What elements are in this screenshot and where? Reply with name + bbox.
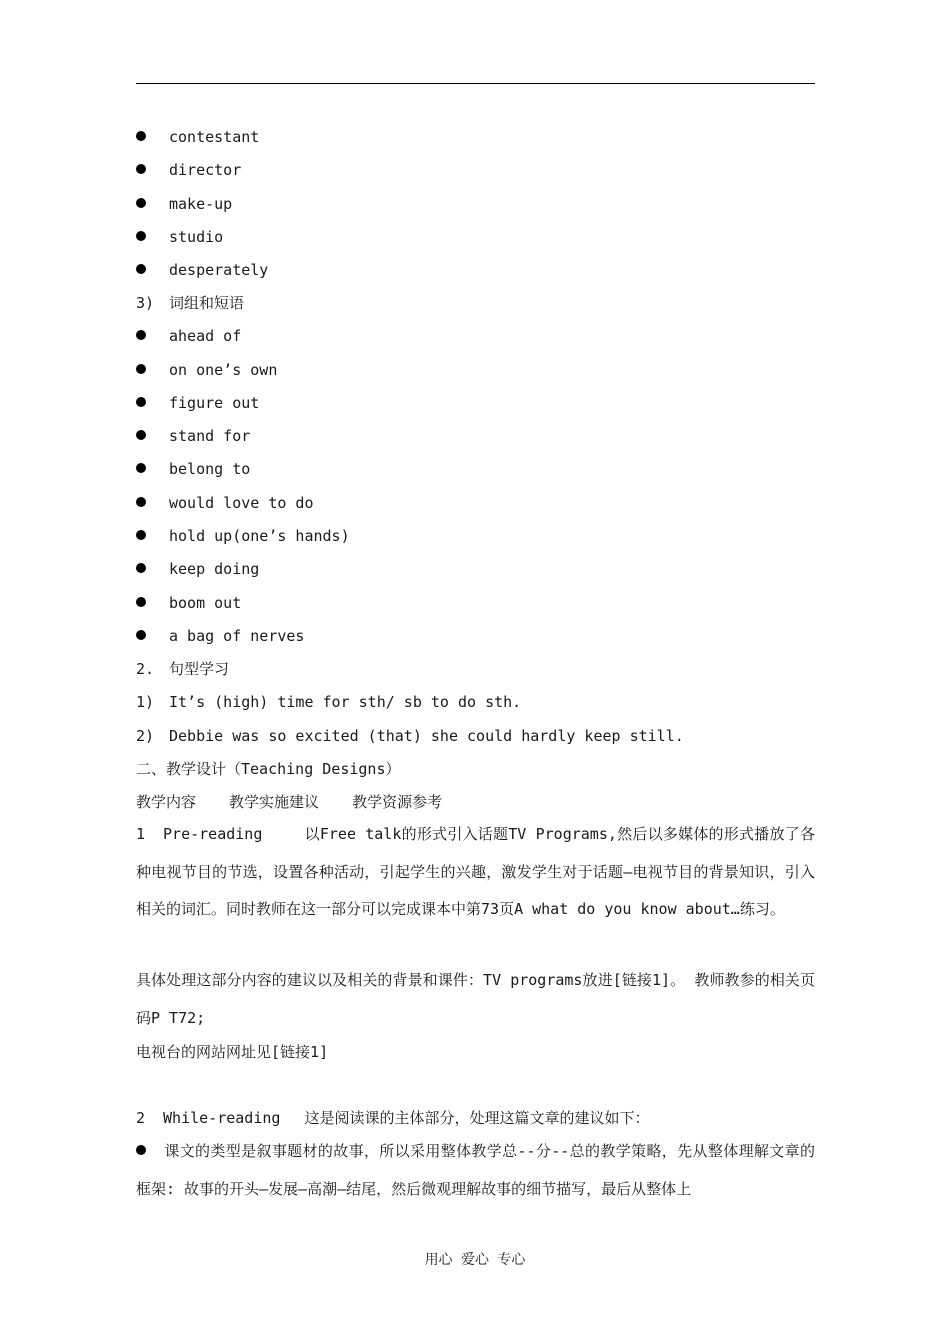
table-header: 教学资源参考 — [352, 793, 443, 811]
while-bullet-text: 课文的类型是叙事题材的故事，所以采用整体教学总--分--总的教学策略，先从整体理解文章的框架: 故事的开头—发展—高潮—结尾，然后微观理解故事的细节描写，最后从整体上 — [136, 1142, 815, 1198]
while-reading-number: 2 — [136, 1109, 146, 1127]
while-reading-label: While-reading — [163, 1109, 281, 1127]
bullet-icon — [136, 530, 146, 540]
bullet-icon — [136, 630, 146, 640]
table-header: 教学实施建议 — [229, 793, 320, 811]
bullet-icon — [136, 563, 146, 573]
bullet-icon — [136, 264, 146, 274]
pre-reading-label: Pre-reading — [163, 825, 263, 843]
while-reading-bullet-paragraph — [136, 1133, 815, 1208]
teaching-design-title: 二、教学设计（Teaching Designs） — [136, 760, 401, 778]
resources-paragraph: 具体处理这部分内容的建议以及相关的背景和课件：TV programs放进[链接1]。 教师教参的相关页码P T72; — [136, 971, 815, 1027]
page-footer: 用心 爱心 专心 — [424, 1252, 526, 1268]
bullet-icon — [136, 1145, 146, 1155]
tv-site-line: 电视台的网站网址见[链接1] — [136, 1043, 329, 1061]
bullet-icon — [136, 397, 146, 407]
table-header: 教学内容 — [136, 793, 197, 811]
pre-reading-text: 以Free talk的形式引入话题TV Programs,然后以多媒体的形式播放了各种电视节目的节选，设置各种活动，引起学生的兴趣，激发学生对于话题—电视节目的背景知识，引入相关的词汇。同时教师在这一部分可以完成课本中第73页A what do you know about…练习。 — [136, 825, 815, 918]
bullet-icon — [136, 330, 146, 340]
bullet-icon — [136, 364, 146, 374]
bullet-icon — [136, 198, 146, 208]
bullet-icon — [136, 231, 146, 241]
header-rule — [136, 83, 815, 84]
bullet-icon — [136, 131, 146, 141]
pre-reading-number: 1 — [136, 825, 146, 843]
table-header-row — [136, 793, 442, 811]
bullet-icon — [136, 164, 146, 174]
bullet-icon — [136, 597, 146, 607]
bullet-icon — [136, 463, 146, 473]
while-reading-line — [136, 1109, 649, 1127]
pre-reading-paragraph — [136, 816, 815, 929]
bullet-icon — [136, 497, 146, 507]
while-reading-text: 这是阅读课的主体部分，处理这篇文章的建议如下： — [304, 1109, 650, 1127]
bullet-icon — [136, 430, 146, 440]
